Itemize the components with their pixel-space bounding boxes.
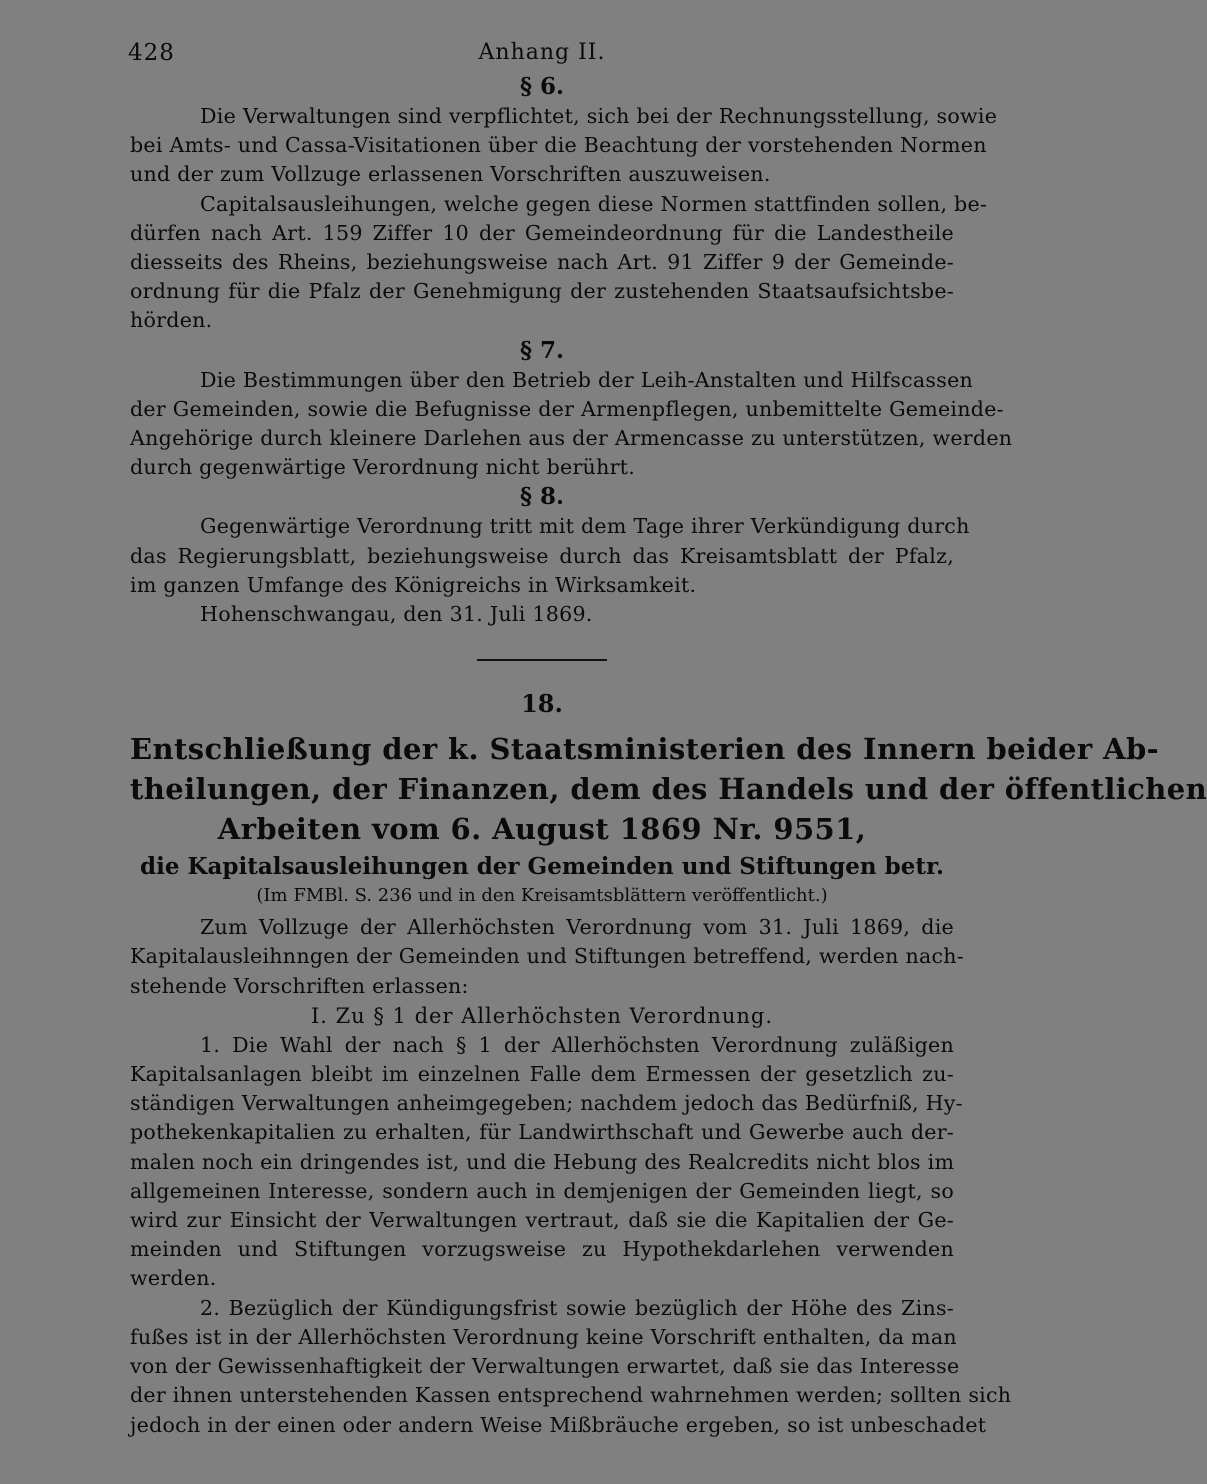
section-8-place-date: Hohenschwangau, den 31. Juli 1869. [200, 602, 593, 627]
intro-line: stehende Vorschriften erlassen: [130, 973, 469, 998]
paragraph-1-line: meinden und Stiftungen vorzugsweise zu Hypothekdarlehen verwenden [130, 1237, 954, 1262]
section-7-heading: § 7. [519, 336, 565, 364]
intro-line: Kapitalausleihnngen der Gemeinden und Stiftungen betreffend, werden nach- [130, 944, 965, 969]
section-8-line: Gegenwärtige Verordnung tritt mit dem Tage ihrer Verkündigung durch [200, 514, 970, 539]
section-6-line: hörden. [130, 308, 213, 333]
document-subtitle: die Kapitalsausleihungen der Gemeinden und Stiftungen betr. [140, 853, 944, 881]
document-title-line: theilungen, der Finanzen, dem des Handels und der öffentlichen [130, 772, 1207, 807]
running-title: Anhang II. [478, 40, 606, 65]
book-page [128, 40, 1207, 1440]
paragraph-2-line: fußes ist in der Allerhöchsten Verordnung keine Vorschrift enthalten, da man [130, 1324, 957, 1349]
paragraph-2-line: von der Gewissenhaftigkeit der Verwaltungen erwartet, daß sie das Interesse [130, 1354, 960, 1379]
paragraph-1-line: werden. [130, 1266, 217, 1291]
paragraph-1-line: 1. Die Wahl der nach § 1 der Allerhöchsten Verordnung zuläßigen [200, 1032, 954, 1057]
running-head [130, 40, 954, 72]
page-number: 428 [128, 40, 175, 66]
section-6-line: bei Amts- und Cassa-Visitationen über die Beachtung der vorstehenden Normen [130, 133, 987, 158]
document-title-line: Arbeiten vom 6. August 1869 Nr. 9551, [217, 812, 867, 847]
section-7-line: durch gegenwärtige Verordnung nicht berührt. [130, 455, 635, 480]
section-8-line: das Regierungsblatt, beziehungsweise durch das Kreisamtsblatt der Pfalz, [130, 543, 954, 568]
section-6-line: und der zum Vollzuge erlassenen Vorschriften auszuweisen. [130, 162, 771, 187]
section-6-line: Capitalsausleihungen, welche gegen diese Normen stattfinden sollen, be- [200, 191, 988, 216]
paragraph-1-line: malen noch ein dringendes ist, und die Hebung des Realcredits nicht blos im [130, 1149, 955, 1174]
document-source-note: (Im FMBl. S. 236 und in den Kreisamtsblättern veröffentlicht.) [256, 885, 828, 907]
section-6-line: diesseits des Rheins, beziehungsweise nach Art. 91 Ziffer 9 der Gemeinde- [130, 250, 954, 275]
paragraph-2-line: der ihnen unterstehenden Kassen entsprechend wahrnehmen werden; sollten sich [130, 1383, 1012, 1408]
section-7-line: Die Bestimmungen über den Betrieb der Leih-Anstalten und Hilfscassen [200, 367, 974, 392]
paragraph-2-line: jedoch in der einen oder andern Weise Mißbräuche ergeben, so ist unbeschadet [130, 1412, 987, 1437]
section-6-line: dürfen nach Art. 159 Ziffer 10 der Gemeindeordnung für die Landestheile [130, 220, 954, 245]
paragraph-1-line: wird zur Einsicht der Verwaltungen vertraut, daß sie die Kapitalien der Ge- [130, 1208, 954, 1233]
paragraph-1-line: pothekenkapitalien zu erhalten, für Landwirthschaft und Gewerbe auch der- [130, 1120, 954, 1145]
paragraph-1-line: Kapitalsanlagen bleibt im einzelnen Falle dem Ermessen der gesetzlich zu- [130, 1062, 954, 1087]
section-6-heading: § 6. [519, 73, 565, 100]
document-title-line: Entschließung der k. Staatsministerien des Innern beider Ab- [130, 732, 1160, 767]
paragraph-2-line: 2. Bezüglich der Kündigungsfrist sowie bezüglich der Höhe des Zins- [200, 1295, 954, 1320]
section-divider [477, 659, 607, 661]
paragraph-1-line: allgemeinen Interesse, sondern auch in demjenigen der Gemeinden liegt, so [130, 1178, 954, 1203]
paragraph-1-line: ständigen Verwaltungen anheimgegeben; nachdem jedoch das Bedürfniß, Hy- [130, 1091, 963, 1116]
section-8-heading: § 8. [519, 483, 565, 511]
document-number: 18. [521, 689, 563, 719]
section-7-line: Angehörige durch kleinere Darlehen aus der Armencasse zu unterstützen, werden [130, 426, 1013, 451]
section-6-line: ordnung für die Pfalz der Genehmigung der zustehenden Staatsaufsichtsbe- [130, 279, 954, 304]
section-8-line: im ganzen Umfange des Königreichs in Wirksamkeit. [130, 572, 697, 597]
section-6-line: Die Verwaltungen sind verpflichtet, sich bei der Rechnungsstellung, sowie [200, 104, 998, 128]
subheading-part-1: I. Zu § 1 der Allerhöchsten Verordnung. [310, 1003, 774, 1028]
intro-line: Zum Vollzuge der Allerhöchsten Verordnung vom 31. Juli 1869, die [200, 915, 954, 940]
section-7-line: der Gemeinden, sowie die Befugnisse der Armenpflegen, unbemittelte Gemeinde- [130, 396, 1004, 421]
